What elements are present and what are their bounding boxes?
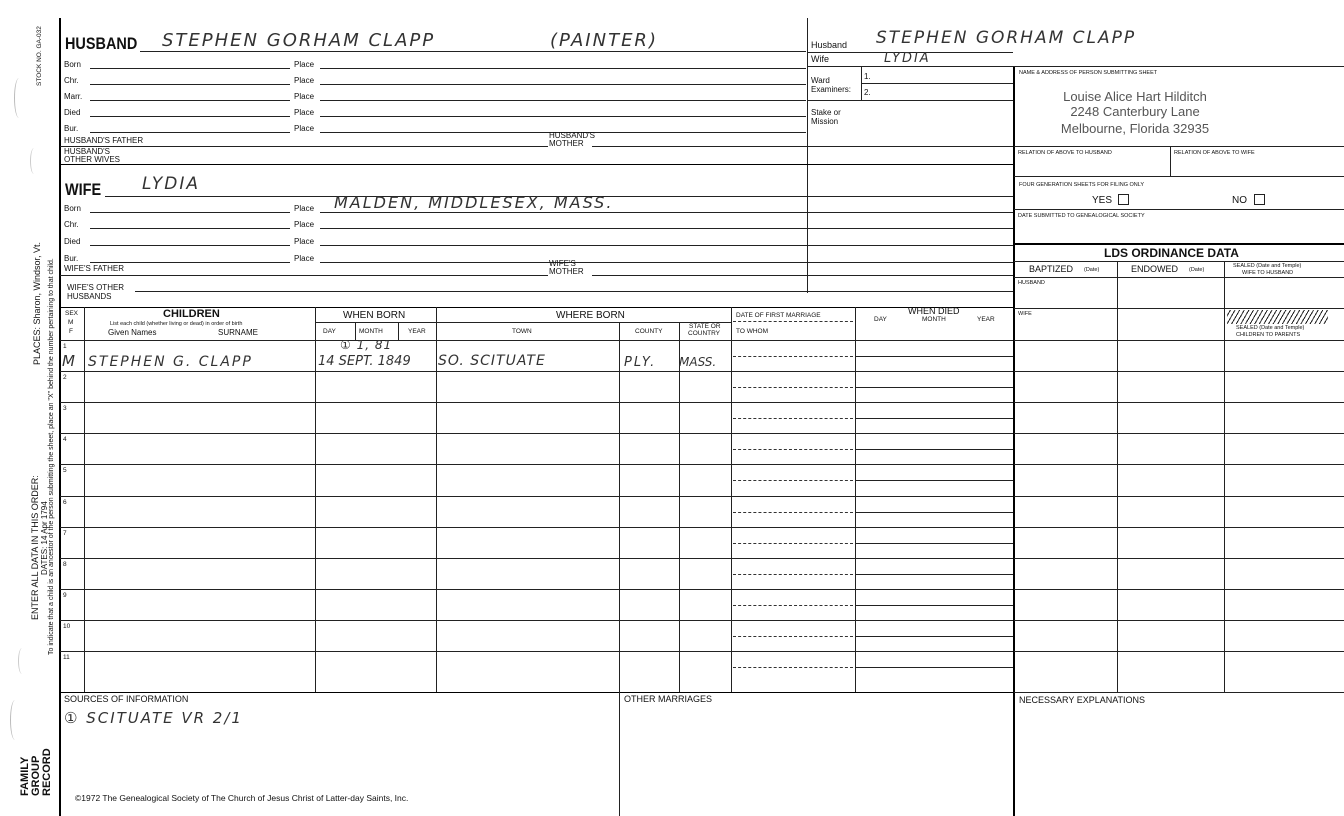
field-line[interactable] bbox=[592, 146, 1013, 147]
lds-row-line bbox=[1014, 433, 1344, 434]
field-line[interactable] bbox=[808, 100, 1013, 101]
child-1-note[interactable]: ① 1, 81 bbox=[340, 338, 393, 352]
wife-heading: WIFE bbox=[65, 180, 102, 199]
child-row-number: 11 bbox=[63, 654, 70, 661]
husband-other-wives-label-2: OTHER WIVES bbox=[64, 155, 121, 164]
examiner-2: 2. bbox=[864, 88, 871, 97]
county-header: COUNTY bbox=[635, 328, 663, 335]
husband-born-place-label: Place bbox=[294, 60, 315, 69]
submitter-name: Louise Alice Hart Hilditch bbox=[1063, 89, 1207, 104]
died-date-line[interactable] bbox=[856, 512, 1013, 513]
died-date-line[interactable] bbox=[856, 480, 1013, 481]
lds-row-line bbox=[1014, 527, 1344, 528]
wife-bur-label: Bur. bbox=[64, 254, 79, 263]
wife-mother-label-2: MOTHER bbox=[549, 267, 584, 276]
husband-chr-place-label: Place bbox=[294, 76, 315, 85]
lds-row-line bbox=[1014, 620, 1344, 621]
dates-instruction: DATES: 14 Apr 1794 bbox=[40, 501, 49, 575]
form-title-record: RECORD bbox=[41, 748, 53, 796]
table-row bbox=[60, 340, 1013, 341]
lds-row-line bbox=[1014, 589, 1344, 590]
field-line[interactable] bbox=[90, 245, 290, 246]
relation-wife-label: RELATION OF ABOVE TO WIFE bbox=[1174, 150, 1255, 156]
lds-row-line bbox=[1014, 496, 1344, 497]
husband-mother-label-2: MOTHER bbox=[549, 139, 584, 148]
table-row bbox=[60, 620, 1013, 621]
endowed-date-label: (Date) bbox=[1189, 267, 1205, 273]
divider bbox=[619, 692, 620, 816]
child-row-number: 3 bbox=[63, 405, 67, 412]
field-line[interactable] bbox=[320, 116, 806, 117]
table-row bbox=[60, 651, 1013, 652]
child-row-number: 6 bbox=[63, 499, 67, 506]
dashed-line bbox=[733, 321, 853, 322]
tr-husband-label: Husband bbox=[811, 40, 848, 50]
punch-hole bbox=[18, 648, 26, 674]
sex-f: F bbox=[69, 328, 73, 335]
stake-label-2: Mission bbox=[811, 117, 839, 126]
husband-chr-label: Chr. bbox=[64, 76, 79, 85]
sealed-wife-label-1: SEALED (Date and Temple) bbox=[1233, 263, 1302, 269]
given-names-header: Given Names bbox=[108, 328, 157, 337]
died-date-line[interactable] bbox=[856, 387, 1013, 388]
form-title-family: FAMILY bbox=[19, 756, 31, 796]
child-1-state[interactable]: MASS. bbox=[679, 355, 717, 369]
field-line[interactable] bbox=[90, 68, 290, 69]
wife-born-place-value[interactable]: MALDEN, MIDDLESEX, MASS. bbox=[334, 193, 614, 212]
tr-wife-value[interactable]: LYDIA bbox=[884, 51, 931, 66]
examiner-1: 1. bbox=[864, 72, 871, 81]
baptized-label: BAPTIZED bbox=[1029, 264, 1074, 274]
lds-husband-label: HUSBAND bbox=[1018, 280, 1045, 286]
field-line bbox=[1014, 277, 1344, 278]
wife-died-place-label: Place bbox=[294, 237, 315, 246]
to-whom-header: TO WHOM bbox=[736, 328, 769, 335]
sealed-wife-label-2: WIFE TO HUSBAND bbox=[1242, 270, 1294, 276]
form-title-group: GROUP bbox=[30, 755, 42, 796]
husband-other-wives-label-1: HUSBAND'S bbox=[64, 147, 110, 156]
marriage-dash-line bbox=[733, 543, 853, 544]
col-divider bbox=[619, 322, 620, 692]
places-instruction: PLACES: Sharon, Windsor, Vt. bbox=[32, 241, 42, 365]
explanations-label: NECESSARY EXPLANATIONS bbox=[1019, 695, 1146, 705]
col-divider bbox=[731, 307, 732, 692]
submitter-label: NAME & ADDRESS OF PERSON SUBMITTING SHEET bbox=[1019, 70, 1158, 76]
sources-label: SOURCES OF INFORMATION bbox=[64, 694, 189, 704]
child-1-town[interactable]: SO. SCITUATE bbox=[438, 353, 546, 369]
lds-row-line bbox=[1014, 371, 1344, 372]
marriage-dash-line bbox=[733, 605, 853, 606]
table-row bbox=[60, 433, 1013, 434]
children-header: CHILDREN bbox=[163, 308, 220, 320]
first-marriage-header: DATE OF FIRST MARRIAGE bbox=[736, 312, 821, 319]
year-header: YEAR bbox=[408, 328, 426, 335]
husband-father-label: HUSBAND'S FATHER bbox=[64, 136, 144, 145]
husband-died-place-label: Place bbox=[294, 108, 315, 117]
section-divider bbox=[1014, 692, 1344, 693]
table-row bbox=[60, 402, 1013, 403]
marriage-dash-line bbox=[733, 480, 853, 481]
wife-born-place-label: Place bbox=[294, 204, 315, 213]
field-line[interactable] bbox=[90, 100, 290, 101]
wife-father-label: WIFE'S FATHER bbox=[64, 264, 125, 273]
marriage-dash-line bbox=[733, 667, 853, 668]
wife-other-husbands-label-2: HUSBANDS bbox=[67, 292, 112, 301]
table-row bbox=[60, 371, 1013, 372]
field-line[interactable] bbox=[861, 83, 1013, 84]
field-line[interactable] bbox=[320, 212, 1013, 213]
field-line[interactable] bbox=[90, 116, 290, 117]
field-line[interactable] bbox=[1014, 146, 1344, 147]
died-date-line[interactable] bbox=[856, 449, 1013, 450]
field-line[interactable] bbox=[90, 132, 290, 133]
field-line bbox=[1014, 261, 1344, 262]
enter-data-instruction: ENTER ALL DATA IN THIS ORDER: bbox=[30, 475, 40, 620]
month-header: MONTH bbox=[359, 328, 383, 335]
col-divider bbox=[315, 307, 316, 692]
marriage-dash-line bbox=[733, 574, 853, 575]
field-line[interactable] bbox=[60, 146, 548, 147]
field-line[interactable] bbox=[320, 228, 1013, 229]
stock-number: STOCK NO. GA-032 bbox=[36, 26, 43, 86]
section-divider bbox=[60, 692, 1013, 693]
four-gen-label: FOUR GENERATION SHEETS FOR FILING ONLY bbox=[1019, 182, 1145, 188]
husband-died-label: Died bbox=[64, 108, 81, 117]
field-line[interactable] bbox=[320, 245, 1013, 246]
hatched-area bbox=[1227, 310, 1328, 324]
field-line[interactable] bbox=[1014, 176, 1344, 177]
died-month-header: MONTH bbox=[922, 316, 946, 323]
sex-header: SEX bbox=[65, 310, 79, 317]
punch-hole bbox=[30, 148, 38, 174]
died-date-line[interactable] bbox=[856, 636, 1013, 637]
died-year-header: YEAR bbox=[977, 316, 995, 323]
child-row-number: 8 bbox=[63, 561, 67, 568]
lds-row-line bbox=[1014, 402, 1344, 403]
wife-name-value[interactable]: LYDIA bbox=[142, 174, 200, 194]
field-line[interactable] bbox=[320, 262, 1013, 263]
section-divider bbox=[1014, 243, 1344, 245]
wife-born-label: Born bbox=[64, 204, 81, 213]
state-header-1: STATE OR bbox=[689, 323, 721, 330]
husband-marr-place-label: Place bbox=[294, 92, 315, 101]
child-row-number: 10 bbox=[63, 623, 71, 630]
died-date-line[interactable] bbox=[856, 667, 1013, 668]
no-checkbox[interactable] bbox=[1254, 194, 1265, 205]
field-line bbox=[315, 322, 731, 323]
field-line[interactable] bbox=[90, 262, 290, 263]
field-line[interactable] bbox=[90, 84, 290, 85]
field-line[interactable] bbox=[808, 66, 1344, 67]
died-date-line[interactable] bbox=[856, 543, 1013, 544]
husband-heading: HUSBAND bbox=[65, 34, 138, 53]
lds-row-line bbox=[1014, 558, 1344, 559]
sex-m: M bbox=[68, 319, 74, 326]
punch-hole bbox=[10, 700, 20, 740]
husband-bur-place-label: Place bbox=[294, 124, 315, 133]
baptized-date-label: (Date) bbox=[1084, 267, 1100, 273]
day-header: DAY bbox=[323, 328, 336, 335]
table-row bbox=[60, 589, 1013, 590]
husband-name-line bbox=[140, 51, 806, 52]
child-1-born[interactable]: 14 SEPT. 1849 bbox=[318, 354, 411, 369]
died-date-line[interactable] bbox=[856, 605, 1013, 606]
divider bbox=[807, 18, 808, 293]
col-divider bbox=[84, 307, 85, 692]
husband-born-label: Born bbox=[64, 60, 81, 69]
husband-marr-label: Marr. bbox=[64, 92, 83, 101]
state-header-2: COUNTRY bbox=[688, 330, 721, 337]
examiners-label: Examiners: bbox=[811, 85, 852, 94]
child-row-number: 7 bbox=[63, 530, 67, 537]
marriage-dash-line bbox=[733, 418, 853, 419]
sources-value[interactable]: ① SCITUATE VR 2/1 bbox=[64, 709, 243, 727]
copyright: ©1972 The Genealogical Society of The Church of Jesus Christ of Latter-day Saints, Inc. bbox=[75, 793, 409, 803]
lds-row-line bbox=[1014, 340, 1344, 341]
town-header: TOWN bbox=[512, 328, 532, 335]
submitter-street: 2248 Canterbury Lane bbox=[1070, 104, 1200, 119]
lds-title: LDS ORDINANCE DATA bbox=[1104, 246, 1239, 260]
field-line[interactable] bbox=[90, 212, 290, 213]
punch-hole bbox=[14, 78, 24, 118]
husband-bur-label: Bur. bbox=[64, 124, 79, 133]
marriage-dash-line bbox=[733, 387, 853, 388]
table-row bbox=[60, 558, 1013, 559]
children-note: List each child (whether living or dead) in order of birth bbox=[110, 321, 243, 327]
divider bbox=[1224, 261, 1225, 693]
tr-husband-value[interactable]: STEPHEN GORHAM CLAPP bbox=[876, 28, 1137, 48]
child-1-sex[interactable]: M bbox=[62, 352, 75, 370]
died-day-header: DAY bbox=[874, 316, 887, 323]
wife-bur-place-label: Place bbox=[294, 254, 315, 263]
marriage-dash-line bbox=[733, 449, 853, 450]
died-date-line[interactable] bbox=[856, 418, 1013, 419]
child-row-number: 2 bbox=[63, 374, 67, 381]
yes-checkbox[interactable] bbox=[1118, 194, 1129, 205]
yes-label: YES bbox=[1092, 195, 1113, 206]
col-divider bbox=[855, 307, 856, 692]
other-marriages-label: OTHER MARRIAGES bbox=[624, 694, 713, 704]
right-panel-border bbox=[1013, 66, 1015, 816]
field-line[interactable] bbox=[60, 275, 548, 276]
marriage-dash-line bbox=[733, 512, 853, 513]
table-row bbox=[60, 527, 1013, 528]
marriage-dash-line bbox=[733, 636, 853, 637]
field-line bbox=[1014, 308, 1344, 309]
husband-occupation[interactable]: (PAINTER) bbox=[550, 30, 658, 51]
when-born-header: WHEN BORN bbox=[343, 310, 406, 321]
child-1-county[interactable]: PLY. bbox=[624, 355, 657, 370]
surname-header: SURNAME bbox=[218, 328, 259, 337]
left-border bbox=[59, 18, 61, 816]
field-line[interactable] bbox=[320, 68, 806, 69]
child-row-number: 5 bbox=[63, 467, 67, 474]
tr-wife-label: Wife bbox=[811, 54, 829, 64]
field-line[interactable] bbox=[320, 100, 806, 101]
field-line[interactable] bbox=[592, 275, 1013, 276]
wife-mother-label-1: WIFE'S bbox=[549, 259, 576, 268]
died-date-line[interactable] bbox=[856, 574, 1013, 575]
field-line[interactable] bbox=[1014, 209, 1344, 210]
divider bbox=[1170, 146, 1171, 176]
field-line[interactable] bbox=[135, 291, 1013, 292]
sealed-children-label-1: SEALED (Date and Temple) bbox=[1236, 325, 1305, 331]
died-date-line[interactable] bbox=[856, 356, 1013, 357]
lds-wife-label: WIFE bbox=[1018, 311, 1032, 317]
col-divider bbox=[398, 322, 399, 340]
ward-label: Ward bbox=[811, 76, 830, 85]
wife-chr-label: Chr. bbox=[64, 220, 79, 229]
marriage-dash-line bbox=[733, 356, 853, 357]
wife-died-label: Died bbox=[64, 237, 81, 246]
husband-mother-label-1: HUSBAND'S bbox=[549, 131, 595, 140]
husband-name-value[interactable]: STEPHEN GORHAM CLAPP bbox=[162, 30, 436, 51]
where-born-header: WHERE BORN bbox=[556, 310, 625, 321]
no-label: NO bbox=[1232, 195, 1247, 206]
ancestor-instruction: To indicate that a child is an ancestor of the person submitting the sheet, place an "X" behind the number pertaining to that child. bbox=[48, 258, 55, 655]
sealed-children-label-2: CHILDREN TO PARENTS bbox=[1236, 332, 1301, 338]
child-row-number: 9 bbox=[63, 592, 67, 599]
child-row-number: 1 bbox=[63, 343, 67, 350]
field-line[interactable] bbox=[90, 228, 290, 229]
divider bbox=[1117, 261, 1118, 693]
relation-husband-label: RELATION OF ABOVE TO HUSBAND bbox=[1018, 150, 1112, 156]
date-submitted-label: DATE SUBMITTED TO GENEALOGICAL SOCIETY bbox=[1018, 213, 1145, 219]
stake-label-1: Stake or bbox=[811, 108, 841, 117]
col-divider bbox=[436, 307, 437, 692]
lds-row-line bbox=[1014, 651, 1344, 652]
wife-other-husbands-label-1: WIFE'S OTHER bbox=[67, 283, 125, 292]
col-divider bbox=[679, 322, 680, 692]
submitter-city: Melbourne, Florida 32935 bbox=[1060, 121, 1210, 136]
endowed-label: ENDOWED bbox=[1131, 264, 1178, 274]
child-1-name[interactable]: STEPHEN G. CLAPP bbox=[88, 354, 253, 370]
wife-chr-place-label: Place bbox=[294, 220, 315, 229]
field-line[interactable] bbox=[320, 84, 806, 85]
when-died-header: WHEN DIED bbox=[908, 306, 960, 316]
lds-row-line bbox=[1014, 464, 1344, 465]
child-row-number: 4 bbox=[63, 436, 67, 443]
table-row bbox=[60, 464, 1013, 465]
table-row bbox=[60, 496, 1013, 497]
section-divider bbox=[60, 164, 1013, 165]
